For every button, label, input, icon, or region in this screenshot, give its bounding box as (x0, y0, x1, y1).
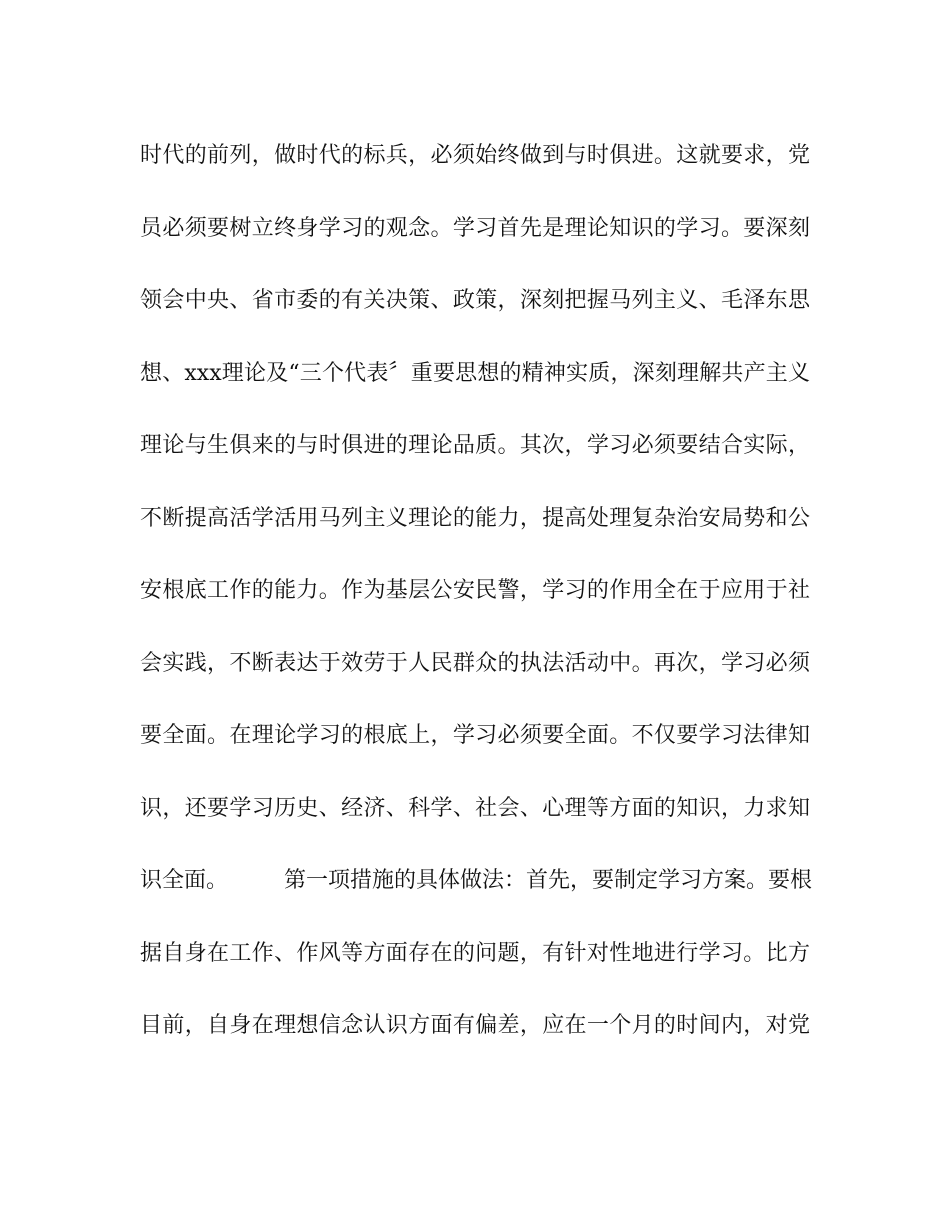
text-line: 员必须要树立终身学习的观念。学习首先是理论知识的学习。要深刻 (140, 215, 810, 241)
body-text (140, 134, 810, 1077)
text-line: 会实践，不断表达于效劳于人民群众的执法活动中。再次，学习必须 (140, 650, 810, 676)
text-line: 识全面。 第一项措施的具体做法：首先，要制定学习方案。要根 (140, 868, 812, 893)
text-line: 时代的前列，做时代的标兵，必须始终做到与时俱进。这就要求，党 (140, 143, 810, 168)
text-line: 不断提高活学活用马列主义理论的能力，提高处理复杂治安局势和公 (140, 505, 810, 531)
text-line: 安根底工作的能力。作为基层公安民警，学习的作用全在于应用于社 (140, 578, 810, 603)
text-line: 想、xxx理论及“三个代表〞重要思想的精神实质，深刻理解共产主义 (140, 360, 810, 386)
text-line: 目前，自身在理想信念认识方面有偏差，应在一个月的时间内，对党 (140, 1013, 810, 1038)
text-line: 要全面。在理论学习的根底上，学习必须要全面。不仅要学习法律知 (140, 723, 810, 748)
text-line: 识，还要学习历史、经济、科学、社会、心理等方面的知识，力求知 (140, 795, 810, 821)
text-line: 理论与生俱来的与时俱进的理论品质。其次，学习必须要结合实际， (140, 433, 810, 458)
text-line: 领会中央、省市委的有关决策、政策，深刻把握马列主义、毛泽东思 (140, 288, 810, 313)
text-line: 据自身在工作、作风等方面存在的问题，有针对性地进行学习。比方 (140, 940, 810, 966)
